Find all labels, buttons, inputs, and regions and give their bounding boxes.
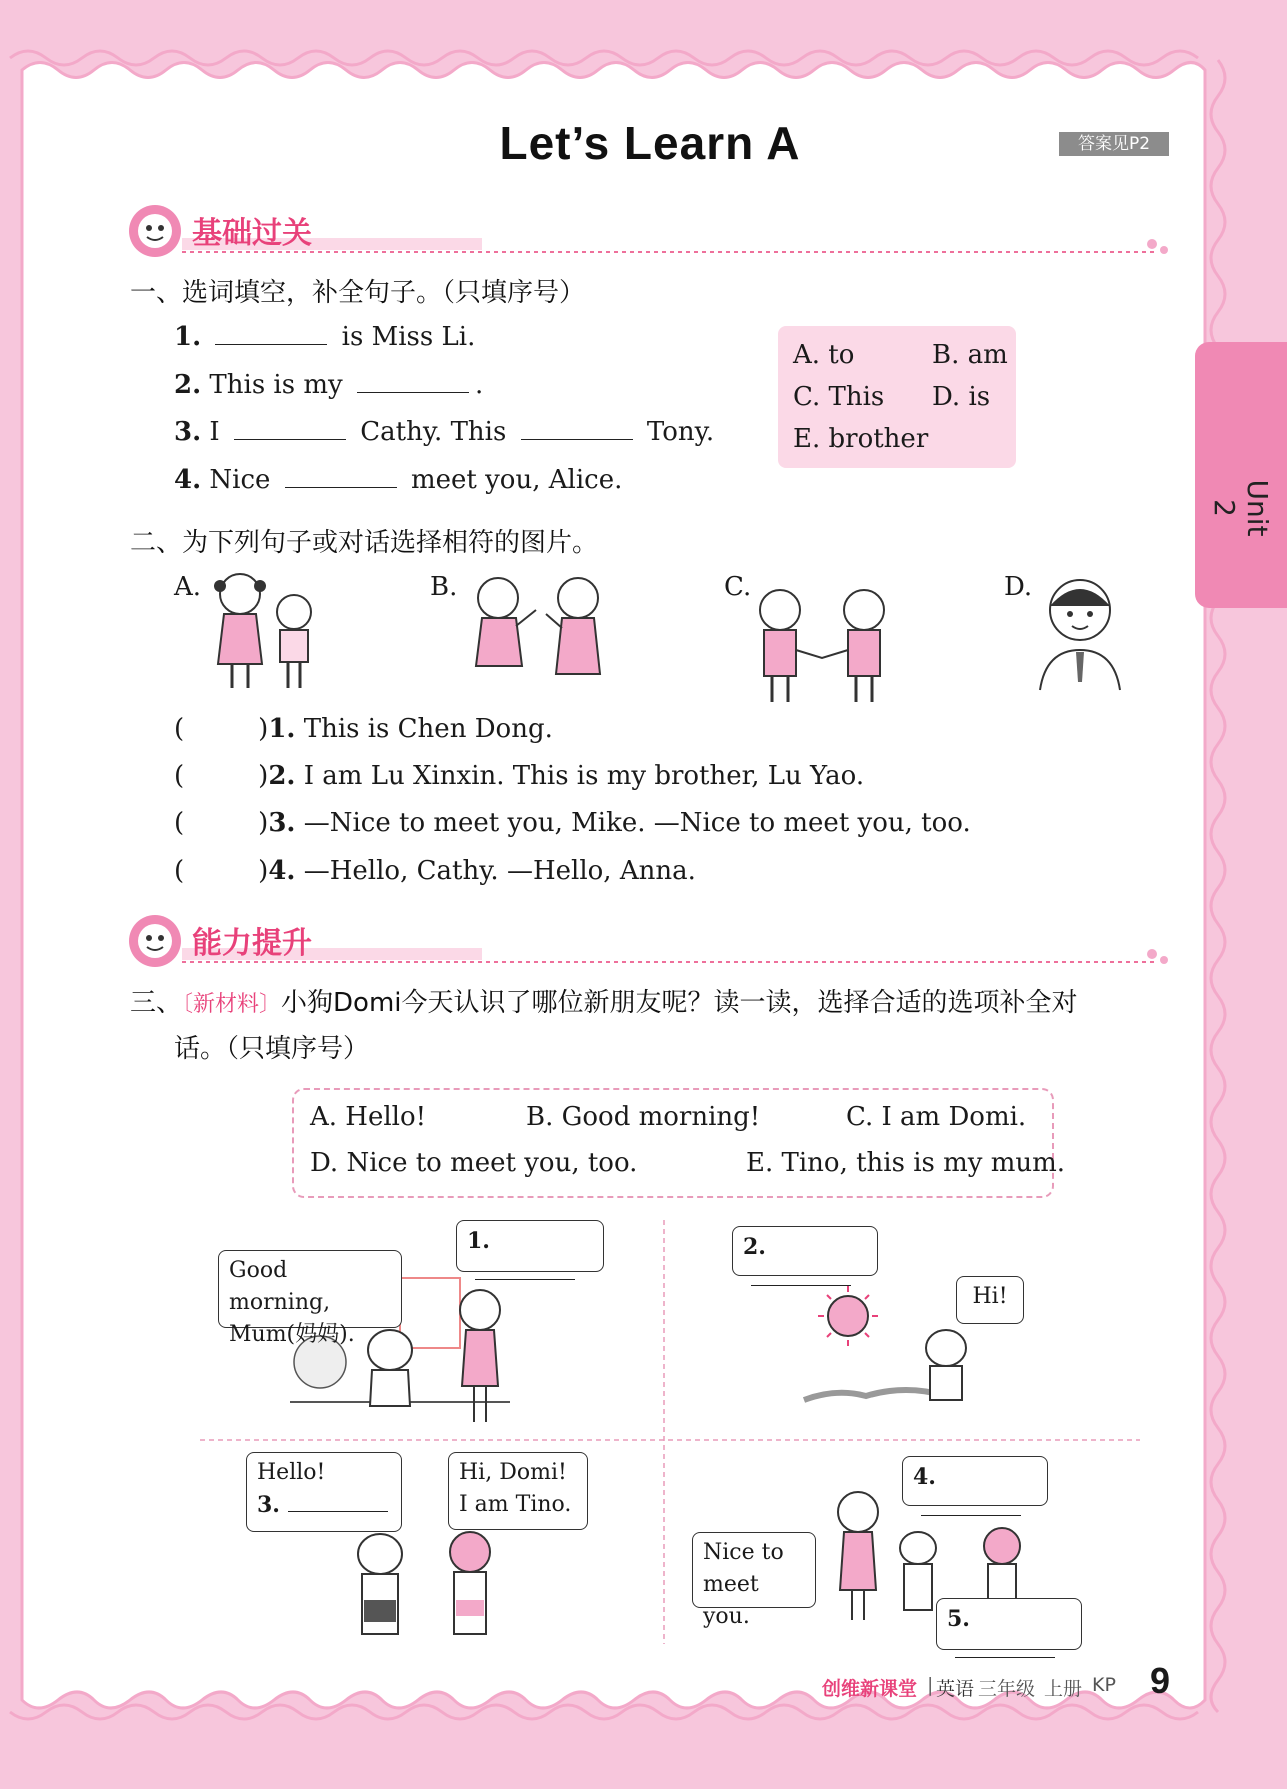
q3-option-a: A. Hello!: [310, 1102, 427, 1132]
bubble-hi-domi: Hi, Domi! I am Tino.: [448, 1452, 588, 1530]
q2-item-3: ( )3. —Nice to meet you, Mike. —Nice to meet you, too.: [174, 808, 971, 838]
bubble-4-blank[interactable]: [921, 1497, 1021, 1516]
q3-option-b: B. Good morning!: [526, 1102, 761, 1132]
q1-option-c: C. This: [793, 382, 885, 412]
q1-blank-1[interactable]: [215, 322, 327, 345]
bubble-1-blank[interactable]: [475, 1261, 575, 1280]
answer-reference-badge: 答案见P2: [1059, 132, 1169, 156]
bubble-3-blank[interactable]: [288, 1493, 388, 1512]
section1-title: 基础过关: [192, 216, 312, 251]
sun-icon: [828, 1296, 868, 1336]
picture-a-two-kids: [204, 566, 324, 694]
section2-title: 能力提升: [192, 926, 312, 961]
bubble-2: 2.: [732, 1226, 878, 1276]
footer-volume: 上册: [1044, 1678, 1083, 1700]
picture-c-boys-handshake: [752, 584, 900, 706]
new-material-tag: 〔新材料〕: [182, 992, 282, 1017]
q3-option-d: D. Nice to meet you, too.: [310, 1148, 638, 1178]
picture-b-two-girls: [466, 570, 616, 694]
picture-label-b: B.: [430, 572, 458, 602]
q1-item-1: 1. is Miss Li.: [174, 322, 476, 352]
bubble-nice-to-meet: Nice to meet you.: [692, 1532, 816, 1608]
q1-blank-3b[interactable]: [521, 417, 633, 440]
unit-tab-label: Unit 2: [1208, 479, 1274, 537]
q1-heading: 一、选词填空，补全句子。（只填序号）: [130, 278, 586, 308]
picture-label-d: D.: [1004, 572, 1033, 602]
q2-answer-1[interactable]: [190, 715, 252, 737]
q3-option-e: E. Tino, this is my mum.: [746, 1148, 1066, 1178]
bubble-hi: Hi!: [956, 1276, 1024, 1324]
q1-blank-2[interactable]: [357, 370, 469, 393]
footer-subject: 英语: [936, 1678, 975, 1700]
page-title: Let’s Learn A: [499, 117, 801, 169]
q2-item-4: ( )4. —Hello, Cathy. —Hello, Anna.: [174, 856, 696, 886]
picture-label-c: C.: [724, 572, 752, 602]
q1-option-a: A. to: [793, 340, 855, 370]
bubble-4: 4.: [902, 1456, 1048, 1506]
q3-heading: 三、〔新材料〕小狗Domi今天认识了哪位新朋友呢？读一读，选择合适的选项补全对: [130, 988, 1078, 1018]
q1-blank-3a[interactable]: [234, 417, 346, 440]
q2-answer-3[interactable]: [190, 809, 252, 831]
bubble-5-blank[interactable]: [955, 1639, 1055, 1658]
panel3-scene-domi-tino: [340, 1530, 510, 1650]
bubble-1: 1.: [456, 1220, 604, 1272]
footer-separator: |: [927, 1674, 934, 1696]
q1-option-d: D. is: [932, 382, 991, 412]
q2-heading: 二、为下列句子或对话选择相符的图片。: [130, 528, 599, 558]
q1-item-3: 3. I Cathy. This Tony.: [174, 417, 715, 447]
footer-brand: 创维新课堂: [822, 1678, 918, 1700]
footer-edition: KP: [1092, 1674, 1116, 1696]
bubble-2-blank[interactable]: [751, 1267, 851, 1286]
q1-blank-4[interactable]: [285, 465, 397, 488]
q2-answer-4[interactable]: [190, 857, 252, 879]
picture-label-a: A.: [174, 572, 202, 602]
q2-item-2: ( )2. I am Lu Xinxin. This is my brother, Lu Yao.: [174, 761, 865, 791]
q3-option-c: C. I am Domi.: [846, 1102, 1027, 1132]
q1-item-4: 4. Nice meet you, Alice.: [174, 465, 623, 495]
bubble-good-morning: Good morning, Mum(妈妈).: [218, 1250, 402, 1328]
page-number: 9: [1150, 1660, 1171, 1701]
footer-grade: 三年级: [978, 1678, 1036, 1700]
q1-option-b: B. am: [932, 340, 1008, 370]
q2-item-1: ( )1. This is Chen Dong.: [174, 714, 553, 744]
picture-d-boy-portrait: [1036, 570, 1124, 694]
q3-heading-cont: 话。（只填序号）: [174, 1034, 370, 1064]
q1-option-e: E. brother: [793, 424, 929, 454]
q2-answer-2[interactable]: [190, 762, 252, 784]
bubble-5: 5.: [936, 1598, 1082, 1650]
q1-item-2: 2. This is my .: [174, 370, 484, 400]
bubble-hello-3: Hello! 3.: [246, 1452, 402, 1532]
